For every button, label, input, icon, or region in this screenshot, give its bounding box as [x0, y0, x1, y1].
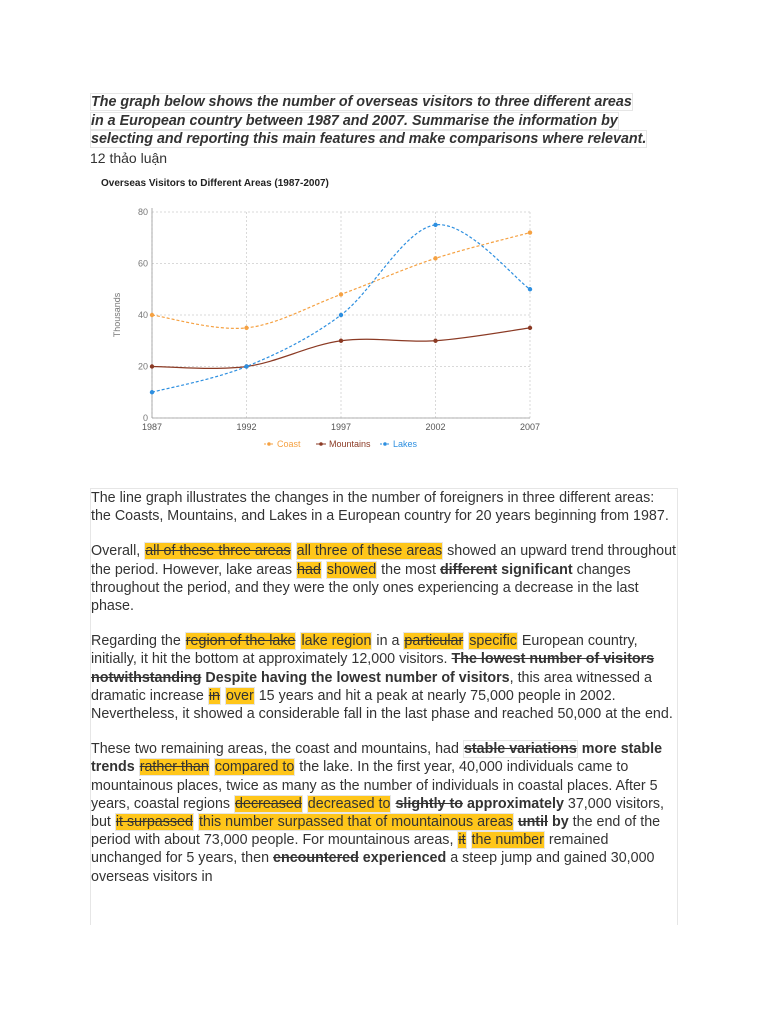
prompt-line: in a European country between 1987 and 2007. Summarise the information by	[91, 112, 618, 129]
x-tick-label: 1987	[141, 422, 163, 432]
y-tick-label: 40	[137, 310, 148, 320]
data-point-lakes	[150, 390, 154, 394]
deleted-text: rather than	[139, 759, 209, 776]
deleted-text: particular	[404, 633, 464, 650]
y-tick-label: 0	[142, 413, 148, 423]
inserted-text: specific	[469, 633, 517, 650]
inserted-text: experienced	[362, 850, 447, 867]
data-point-coast	[339, 292, 343, 296]
text: 15 years and hit a peak at nearly 75,000 people in 2002. Nevertheless, it showed a considerable fall in the last phase and reached 50,000 at the end.	[91, 687, 673, 723]
inserted-text: all three of these areas	[296, 543, 443, 560]
deleted-text: in	[208, 687, 220, 704]
deleted-text: decreased	[235, 795, 302, 812]
inserted-text: compared to	[214, 759, 295, 776]
data-point-mountains	[433, 339, 437, 343]
prompt-line: selecting and reporting this main features and make comparisons where relevant.	[91, 131, 647, 147]
inserted-text: decreased to	[307, 795, 391, 812]
text: Overall,	[91, 543, 145, 560]
inserted-text: more stable trends	[91, 741, 663, 776]
data-point-mountains	[528, 326, 532, 330]
inserted-text: the number	[471, 832, 544, 849]
y-tick-label: 60	[137, 258, 148, 269]
essay-paragraph-overview	[91, 542, 677, 615]
deleted-text: had	[297, 561, 321, 578]
text: showed an upward trend throughout the period. However, lake areas	[91, 543, 677, 578]
legend-label-coast: Coast	[277, 439, 301, 449]
chart-title: Overseas Visitors to Different Areas (1987-2007)	[101, 178, 329, 189]
line-chart	[100, 195, 550, 460]
inserted-text: this number surpassed that of mountainous areas	[198, 814, 513, 831]
deleted-text: it surpassed	[115, 814, 193, 831]
deleted-text: until	[517, 814, 549, 831]
data-point-lakes	[528, 287, 532, 291]
essay-paragraph-intro: The line graph illustrates the changes in the number of foreigners in three different areas: the Coasts, Mountains, and Lakes in a European country for 20 years beginning from 1987.	[91, 490, 669, 525]
legend-marker-lakes	[383, 442, 387, 446]
data-point-mountains	[339, 339, 343, 343]
x-tick-label: 2002	[425, 422, 446, 432]
data-point-mountains	[150, 364, 154, 368]
prompt-line: The graph below shows the number of overseas visitors to three different areas	[91, 94, 632, 110]
y-tick-label: 80	[137, 207, 148, 217]
essay-body	[90, 488, 678, 925]
data-point-coast	[433, 256, 437, 260]
text: 37,000 visitors, but	[91, 795, 665, 831]
text: Regarding the	[91, 633, 185, 650]
text: These two remaining areas, the coast and mountains, had	[91, 741, 463, 758]
data-point-coast	[528, 230, 532, 234]
inserted-text: significant	[501, 561, 573, 578]
y-tick-label: 20	[137, 361, 148, 372]
comments-count-link[interactable]: 12 thảo luận	[90, 149, 168, 166]
x-tick-label: 1997	[330, 422, 352, 432]
deleted-text: different	[439, 561, 498, 578]
text: changes throughout the period, and they were the only ones experiencing a decrease in the last phase.	[91, 561, 639, 615]
data-point-lakes	[433, 223, 437, 227]
legend-marker-mountains	[319, 442, 323, 446]
inserted-text: approximately	[466, 795, 564, 812]
x-tick-label: 1992	[236, 422, 257, 432]
text: in a	[372, 633, 404, 650]
inserted-text: over	[225, 687, 254, 704]
prompt-block	[90, 93, 690, 167]
legend-marker-coast	[267, 442, 271, 446]
deleted-text: stable variations	[463, 741, 577, 758]
deleted-text: it	[458, 832, 466, 849]
essay-paragraph-coast-mountains	[91, 740, 677, 886]
text: a steep jump and gained 30,000 overseas visitors in	[91, 850, 655, 885]
inserted-text: by	[552, 814, 569, 831]
legend-label-mountains: Mountains	[329, 439, 371, 449]
x-tick-label: 2007	[519, 422, 541, 432]
deleted-text: encountered	[273, 850, 359, 867]
data-point-lakes	[339, 313, 343, 317]
deleted-text: The lowest number of visitors notwithstanding	[91, 651, 655, 686]
prompt-question	[90, 93, 690, 149]
data-point-coast	[150, 313, 154, 317]
text: remained unchanged for 5 years, then	[91, 832, 609, 867]
legend-label-lakes: Lakes	[393, 439, 418, 449]
essay-paragraph-lakes	[91, 632, 677, 723]
inserted-text: Despite having the lowest number of visitors	[205, 669, 510, 686]
text: , this area witnessed a dramatic increase	[91, 669, 652, 704]
text: the lake. In the first year, 40,000 individuals came to mountainous places, twice as many as the number of individuals in coastal places. After 5 years, coastal regions	[91, 759, 658, 812]
text: the most	[377, 561, 440, 578]
data-point-lakes	[244, 364, 248, 368]
deleted-text: region of the lake	[185, 633, 296, 650]
inserted-text: lake region	[301, 633, 372, 650]
deleted-text: all of these three areas	[145, 543, 291, 560]
text: the end of the period with about 73,000 people. For mountainous areas,	[91, 814, 661, 849]
deleted-text: slightly to	[395, 795, 463, 812]
text: European country, initially, it hit the bottom at approximately 12,000 visitors.	[91, 633, 638, 668]
y-axis-label: Thousands	[112, 292, 122, 338]
inserted-text: showed	[326, 561, 377, 578]
data-point-coast	[244, 326, 248, 330]
